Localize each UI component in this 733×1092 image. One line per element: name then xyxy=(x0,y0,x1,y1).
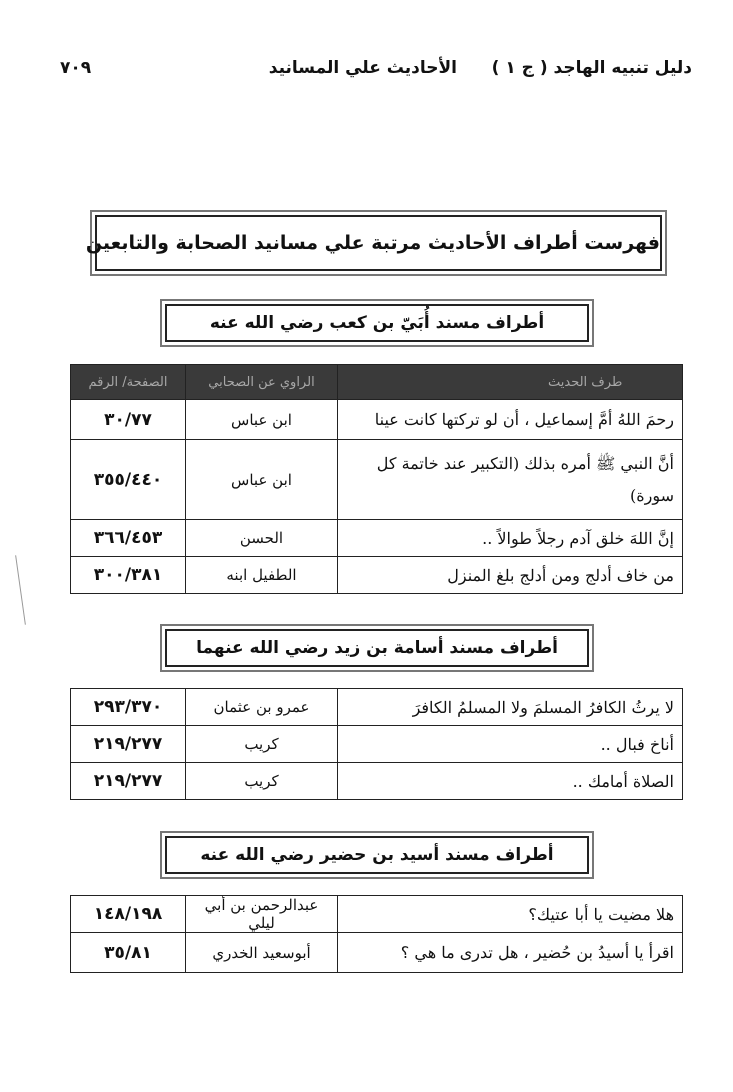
rawi-name: كريب xyxy=(186,763,338,800)
rawi-name: ابن عباس xyxy=(186,440,338,520)
page-ref: ٣٥/٨١ xyxy=(71,933,186,973)
hadith-table-usama xyxy=(70,688,683,800)
header-hadith: طرف الحديث xyxy=(338,365,683,400)
hadith-text: إنَّ اللهَ خلق آدم رجلاً طوالاً .. xyxy=(338,520,683,557)
page-ref: ٢١٩/٢٧٧ xyxy=(71,763,186,800)
table-row xyxy=(71,763,683,800)
rawi-name: ابن عباس xyxy=(186,400,338,440)
section-title: الأحاديث علي المسانيد xyxy=(268,58,457,78)
table-row xyxy=(71,557,683,594)
header-rawi: الراوي عن الصحابي xyxy=(186,365,338,400)
hadith-table-ubay xyxy=(70,364,683,594)
hadith-text: أناخ فبال .. xyxy=(338,726,683,763)
rawi-name: الطفيل ابنه xyxy=(186,557,338,594)
page-ref: ٣٠/٧٧ xyxy=(71,400,186,440)
table-row xyxy=(71,726,683,763)
page-ref: ٢١٩/٢٧٧ xyxy=(71,726,186,763)
index-title: فهرست أطراف الأحاديث مرتبة علي مسانيد الصحابة والتابعين xyxy=(95,215,662,271)
hadith-text: الصلاة أمامك .. xyxy=(338,763,683,800)
hadith-text: هلا مضيت يا أبا عتيك؟ xyxy=(338,896,683,933)
scan-margin-mark xyxy=(15,555,26,624)
table-header-row xyxy=(71,365,683,400)
rawi-name: عبدالرحمن بن أبي ليلي xyxy=(186,896,338,933)
hadith-text: أنَّ النبي ﷺ أمره بذلك (التكبير عند خاتمة كل سورة) xyxy=(338,440,683,520)
table-row xyxy=(71,400,683,440)
table-row xyxy=(71,689,683,726)
section-heading-usama: أطراف مسند أسامة بن زيد رضي الله عنهما xyxy=(165,629,589,667)
rawi-name: عمرو بن عثمان xyxy=(186,689,338,726)
table-row xyxy=(71,896,683,933)
table-row xyxy=(71,520,683,557)
running-header xyxy=(60,58,692,86)
page-number: ٧٠٩ xyxy=(60,58,92,78)
book-title: دليل تنبيه الهاجد ( ج ١ ) xyxy=(491,58,692,78)
hadith-text: اقرأ يا أسيدُ بن حُضير ، هل تدرى ما هي ؟ xyxy=(338,933,683,973)
page-ref: ٢٩٣/٣٧٠ xyxy=(71,689,186,726)
section-heading-usaid: أطراف مسند أسيد بن حضير رضي الله عنه xyxy=(165,836,589,874)
table-row xyxy=(71,933,683,973)
page-ref: ٣٠٠/٣٨١ xyxy=(71,557,186,594)
hadith-text: من خاف أدلج ومن أدلج بلغ المنزل xyxy=(338,557,683,594)
hadith-text: لا يرثُ الكافرُ المسلمَ ولا المسلمُ الكافرَ xyxy=(338,689,683,726)
page-ref: ٣٦٦/٤٥٣ xyxy=(71,520,186,557)
section-heading-ubay: أطراف مسند أُبَيّ بن كعب رضي الله عنه xyxy=(165,304,589,342)
rawi-name: أبوسعيد الخدري xyxy=(186,933,338,973)
rawi-name: كريب xyxy=(186,726,338,763)
hadith-table-usaid xyxy=(70,895,683,973)
page-ref: ٣٥٥/٤٤٠ xyxy=(71,440,186,520)
rawi-name: الحسن xyxy=(186,520,338,557)
hadith-text: رحمَ اللهُ أمَّ إسماعيل ، أن لو تركتها كانت عينا xyxy=(338,400,683,440)
page-ref: ١٤٨/١٩٨ xyxy=(71,896,186,933)
header-page: الصفحة/ الرقم xyxy=(71,365,186,400)
table-row xyxy=(71,440,683,520)
